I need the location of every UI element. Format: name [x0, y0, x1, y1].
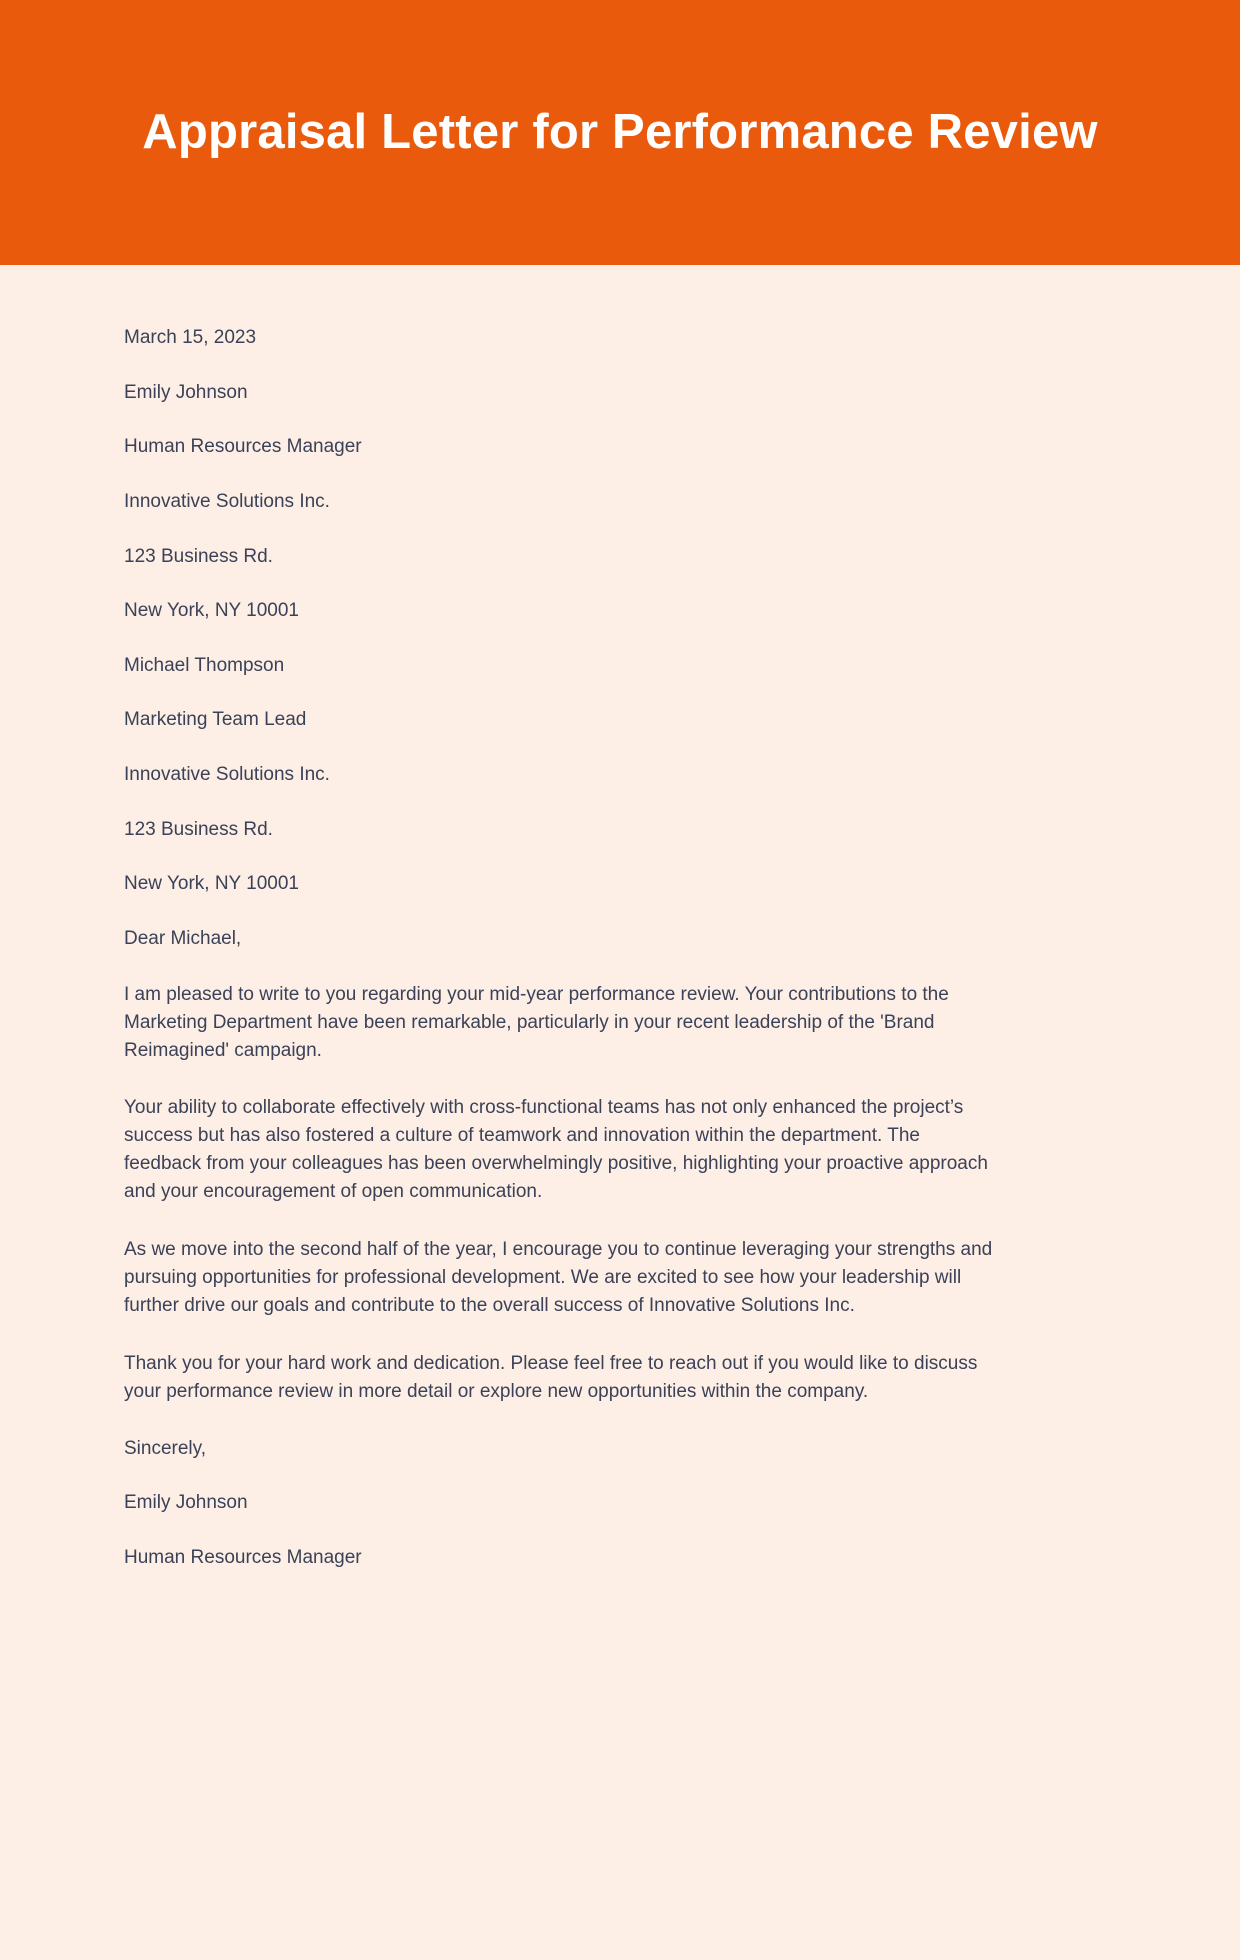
letter-paragraph-3: As we move into the second half of the year, I encourage you to continue leveraging your strengths and pursuing opportunities for professional development. We are excited to see how your leadership will further drive our goals and contribute to the overall success of Innovative Solutions Inc.: [124, 1239, 993, 1316]
letter-paragraph-2: Your ability to collaborate effectively with cross-functional teams has not only enhanced the project’s success but has also fostered a culture of teamwork and innovation within the department. The feedback from your colleagues has been overwhelmingly positive, highlighting your proactive approach and your encouragement of open communication.: [124, 1097, 988, 1203]
letter-date: March 15, 2023: [124, 327, 257, 348]
recipient-city-state-zip: New York, NY 10001: [124, 873, 299, 895]
recipient-address-block: [124, 653, 1116, 897]
sender-name: Emily Johnson: [124, 381, 248, 403]
letter-paragraph-1: I am pleased to write to you regarding your mid-year performance review. Your contributions to the Marketing Department have been remarkable, particularly in your recent leadership of the 'Brand Reimagined' campaign.: [124, 983, 949, 1061]
page-bottom-spacer: [124, 1600, 1116, 1960]
sender-address-block: [124, 380, 1116, 624]
recipient-street: 123 Business Rd.: [124, 818, 273, 840]
letter-paragraph-4: Thank you for your hard work and dedication. Please feel free to reach out if you would like to discuss your performance review in more detail or explore new opportunities within the company.: [124, 1352, 978, 1402]
sender-street: 123 Business Rd.: [124, 545, 273, 567]
letter-salutation: Dear Michael,: [124, 928, 242, 950]
letter-closing: Sincerely,: [124, 1437, 207, 1459]
page-title: Appraisal Letter for Performance Review: [142, 105, 1098, 160]
recipient-name: Michael Thompson: [124, 654, 285, 676]
letter-content: [0, 265, 1240, 1960]
signature-block: [124, 1436, 1116, 1571]
sender-title: Human Resources Manager: [124, 436, 362, 458]
recipient-title: Marketing Team Lead: [124, 709, 307, 731]
sender-city-state-zip: New York, NY 10001: [124, 600, 299, 622]
sender-company: Innovative Solutions Inc.: [124, 490, 330, 512]
signature-name: Emily Johnson: [124, 1492, 248, 1514]
signature-title: Human Resources Manager: [124, 1547, 362, 1569]
recipient-company: Innovative Solutions Inc.: [124, 764, 330, 786]
page-header-band: [0, 0, 1240, 265]
